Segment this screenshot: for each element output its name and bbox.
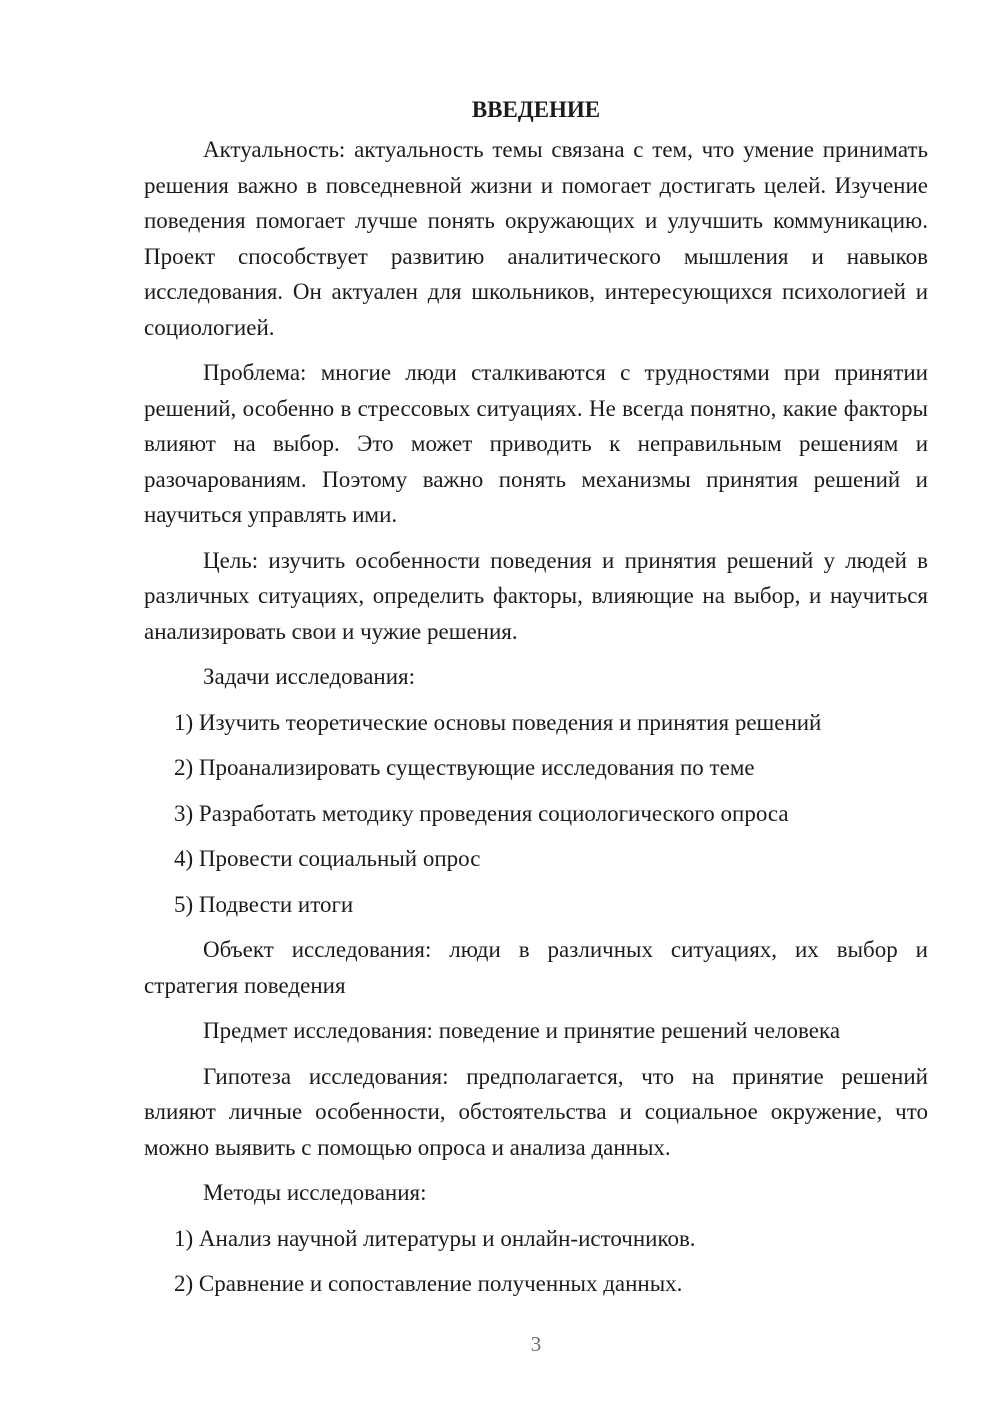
methods-label: Методы исследования: xyxy=(203,1180,427,1205)
object-paragraph: Объект исследования: люди в различных ситуациях, их выбор и стратегия поведения xyxy=(144,937,928,998)
page-content xyxy=(144,92,928,1312)
problem-paragraph: Проблема: многие люди сталкиваются с трудностями при принятии решений, особенно в стрессовых ситуациях. Не всегда понятно, какие факторы влияют на выбор. Это может приводить к неправильным решениям и разочарованиям. Поэтому важно понять механизмы принятия решений и научиться управлять ими. xyxy=(144,360,928,527)
methods-list xyxy=(144,1221,928,1302)
task-item: 2) Проанализировать существующие исследования по теме xyxy=(174,755,755,780)
task-item: 5) Подвести итоги xyxy=(174,891,354,917)
task-item: 1) Изучить теоретические основы поведения и принятия решений xyxy=(174,709,822,735)
task-item: 3) Разработать методику проведения социологического опроса xyxy=(174,800,789,826)
method-item: 1) Анализ научной литературы и онлайн-источников. xyxy=(174,1225,696,1251)
tasks-label: Задачи исследования: xyxy=(203,664,416,689)
tasks-list xyxy=(144,705,928,923)
method-item: 2) Сравнение и сопоставление полученных данных. xyxy=(174,1271,683,1296)
goal-paragraph: Цель: изучить особенности поведения и принятия решений у людей в различных ситуациях, определить факторы, влияющие на выбор, и научиться анализировать свои и чужие решения. xyxy=(144,547,928,644)
relevance-paragraph: Актуальность: актуальность темы связана с тем, что умение принимать решения важно в повседневной жизни и помогает достигать целей. Изучение поведения помогает лучше понять окружающих и улучшить коммуникацию. Проект способствует развитию аналитического мышления и навыков исследования. Он актуален для школьников, интересующихся психологией и социологией. xyxy=(144,137,928,340)
subject-paragraph: Предмет исследования: поведение и принятие решений человека xyxy=(203,1018,841,1043)
section-heading: ВВЕДЕНИЕ xyxy=(471,97,601,122)
hypothesis-paragraph: Гипотеза исследования: предполагается, что на принятие решений влияют личные особенности, обстоятельства и социальное окружение, что можно выявить с помощью опроса и анализа данных. xyxy=(144,1063,928,1160)
page-number: 3 xyxy=(530,1332,542,1356)
task-item: 4) Провести социальный опрос xyxy=(174,846,481,871)
